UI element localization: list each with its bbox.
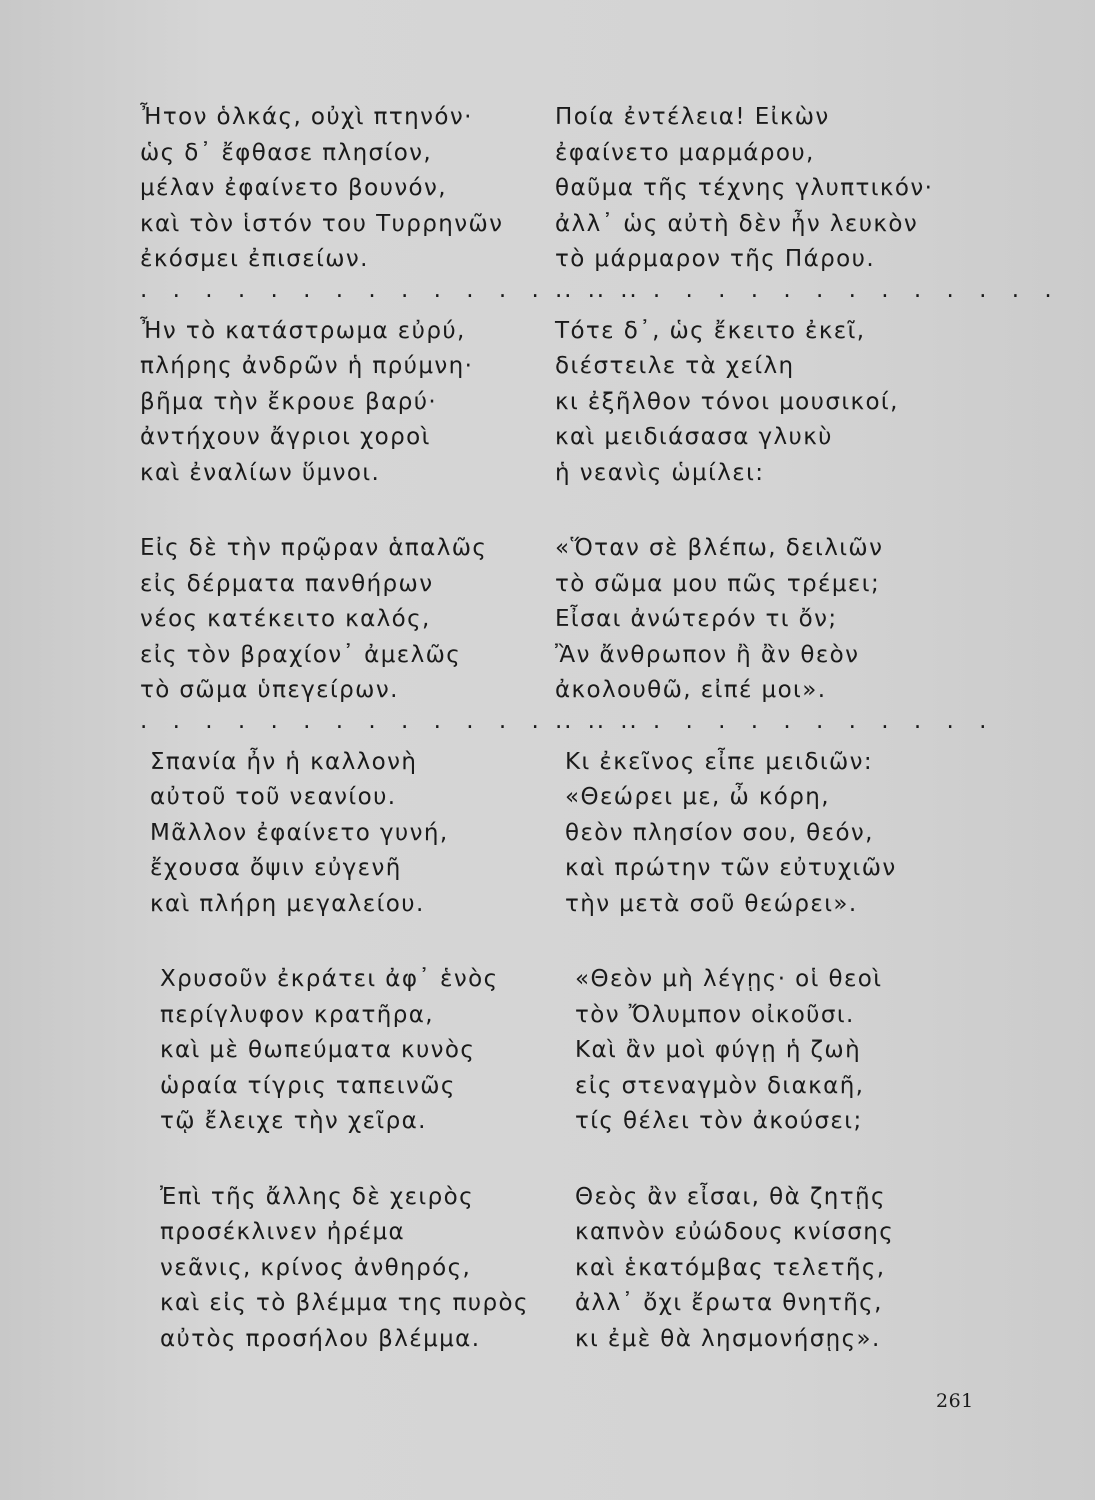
verse-line: αὐτὸς προσήλου βλέμμα.	[160, 1325, 481, 1352]
stanza	[555, 314, 935, 492]
verse-line: αὐτοῦ τοῦ νεανίου.	[150, 784, 397, 810]
verse-line: Εἰς δὲ τὴν πρῷραν ἁπαλῶς	[140, 535, 488, 561]
verse-line: Εἶσαι ἀνώτερόν τι ὄν;	[555, 606, 838, 632]
stanza	[140, 314, 520, 492]
stanza	[555, 1180, 935, 1358]
verse-line: ἐφαίνετο μαρμάρου,	[555, 139, 815, 166]
verse-line: καὶ τὸν ἱστόν του Τυρρηνῶν	[140, 210, 504, 237]
verse-line: θεὸν πλησίον σου, θεόν,	[565, 819, 874, 846]
stanza-gap	[555, 1140, 935, 1180]
verse-line: βῆμα τὴν ἔκρουε βαρύ·	[140, 388, 438, 415]
verse-line: Μᾶλλον ἐφαίνετο γυνή,	[150, 819, 449, 846]
stanza	[140, 745, 520, 923]
verse-line: εἰς στεναγμὸν διακαῆ,	[575, 1072, 865, 1099]
verse-line: καὶ πλήρη μεγαλείου.	[150, 890, 425, 917]
stanza	[555, 962, 935, 1140]
stanza-gap	[140, 491, 520, 531]
verse-line: νεᾶνις, κρίνος ἀνθηρός,	[160, 1254, 472, 1281]
verse-line: τὸ σῶμα ὑπεγείρων.	[140, 677, 399, 703]
verse-line: «Θεὸν μὴ λέγῃς· οἱ θεοὶ	[575, 966, 883, 992]
stanza	[140, 962, 520, 1140]
verse-line: τῷ ἔλειχε τὴν χεῖρα.	[160, 1108, 427, 1134]
verse-line: Κι ἐκεῖνος εἶπε μειδιῶν:	[565, 748, 874, 775]
page-number: 261	[936, 1390, 974, 1412]
verse-line: θαῦμα τῆς τέχνης γλυπτικόν·	[555, 175, 934, 201]
verse-line: Καὶ ἂν μοὶ φύγῃ ἡ ζωὴ	[575, 1037, 862, 1063]
verse-line: ἀκολουθῶ, εἰπέ μοι».	[555, 677, 827, 703]
verse-line: τὸν Ὄλυμπον οἰκοῦσι.	[575, 1001, 855, 1028]
verse-line: Τότε δ᾽, ὡς ἔκειτο ἐκεῖ,	[555, 317, 866, 344]
verse-line: μέλαν ἐφαίνετο βουνόν,	[140, 175, 447, 201]
verse-line: ἡ νεανὶς ὡμίλει:	[555, 459, 765, 486]
verse-line: ἀλλ᾽ ὡς αὐτὴ δὲν ἦν λευκὸν	[555, 210, 919, 237]
ellipsis-separator: . . . . . . . . . . . . . . . .	[140, 707, 646, 734]
stanza-gap	[140, 1140, 520, 1180]
right-column	[555, 100, 1061, 1357]
verse-line: τὸ σῶμα μου πῶς τρέμει;	[555, 570, 881, 597]
verse-line: καὶ μειδιάσασα γλυκὺ	[555, 424, 833, 450]
verse-line: Θεὸς ἂν εἶσαι, θὰ ζητῇς	[575, 1183, 886, 1210]
verse-line: ὡραία τίγρις ταπεινῶς	[160, 1072, 456, 1099]
verse-line: Ἦτον ὁλκάς, οὐχὶ πτηνόν·	[140, 104, 473, 130]
verse-line: πλήρης ἀνδρῶν ἡ πρύμνη·	[140, 353, 474, 379]
stanza	[140, 100, 520, 278]
stanza-gap	[555, 922, 935, 962]
verse-line: τίς θέλει τὸν ἀκούσει;	[575, 1108, 863, 1134]
verse-line: Χρυσοῦν ἐκράτει ἀφ᾽ ἑνὸς	[160, 966, 499, 992]
ellipsis-separator: . . . . . . . . . . . . . . . .	[140, 276, 646, 303]
verse-line: «Ὅταν σὲ βλέπω, δειλιῶν	[555, 535, 884, 561]
verse-line: περίγλυφον κρατῆρα,	[160, 1001, 435, 1028]
verse-line: ἀλλ᾽ ὄχι ἔρωτα θνητῆς,	[575, 1290, 883, 1316]
verse-line: ἀντήχουν ἄγριοι χοροὶ	[140, 424, 431, 450]
verse-line: «Θεώρει με, ὦ κόρη,	[565, 784, 830, 810]
verse-line: κι ἐξῆλθον τόνοι μουσικοί,	[555, 388, 899, 415]
stanza-gap	[555, 491, 935, 531]
verse-line: καὶ ἐναλίων ὕμνοι.	[140, 459, 381, 486]
verse-line: Ἂν ἄνθρωπον ἢ ἂν θεὸν	[555, 641, 860, 668]
verse-line: καὶ μὲ θωπεύματα κυνὸς	[160, 1037, 476, 1063]
verse-line: ἐκόσμει ἐπισείων.	[140, 246, 369, 272]
stanza	[555, 100, 935, 278]
verse-line: τὴν μετὰ σοῦ θεώρει».	[565, 890, 858, 917]
verse-line: καπνὸν εὐώδους κνίσσης	[575, 1219, 895, 1245]
stanza	[555, 531, 935, 709]
stanza-gap	[140, 922, 520, 962]
ellipsis-separator: . . . . . . . . . . . . . .	[555, 707, 996, 734]
verse-line: Ἐπὶ τῆς ἄλλης δὲ χειρὸς	[160, 1183, 474, 1210]
stanza	[140, 531, 520, 709]
verse-line: καὶ εἰς τὸ βλέμμα της πυρὸς	[160, 1290, 529, 1316]
verse-line: νέος κατέκειτο καλός,	[140, 606, 431, 632]
stanza	[140, 1180, 529, 1358]
verse-line: τὸ μάρμαρον τῆς Πάρου.	[555, 246, 876, 272]
ellipsis-separator: . . . . . . . . . . . . . . . .	[555, 276, 1061, 303]
verse-line: καὶ ἑκατόμβας τελετῆς,	[575, 1254, 886, 1281]
stanza	[555, 745, 935, 923]
verse-line: ὡς δ᾽ ἔφθασε πλησίον,	[140, 139, 433, 166]
verse-line: κι ἐμὲ θὰ λησμονήσῃς».	[575, 1325, 881, 1352]
verse-line: Ποία ἐντέλεια! Εἰκὼν	[555, 104, 830, 130]
verse-line: καὶ πρώτην τῶν εὐτυχιῶν	[565, 855, 897, 881]
verse-line: εἰς δέρματα πανθήρων	[140, 570, 434, 597]
verse-line: προσέκλινεν ἠρέμα	[160, 1219, 406, 1245]
verse-line: διέστειλε τὰ χείλη	[555, 353, 795, 379]
verse-line: Σπανία ἦν ἡ καλλονὴ	[150, 748, 418, 775]
verse-line: ἔχουσα ὄψιν εὐγενῆ	[150, 855, 402, 881]
verse-line: Ἦν τὸ κατάστρωμα εὐρύ,	[140, 317, 466, 344]
left-column	[140, 100, 646, 1357]
verse-line: εἰς τὸν βραχίον᾽ ἀμελῶς	[140, 641, 462, 668]
